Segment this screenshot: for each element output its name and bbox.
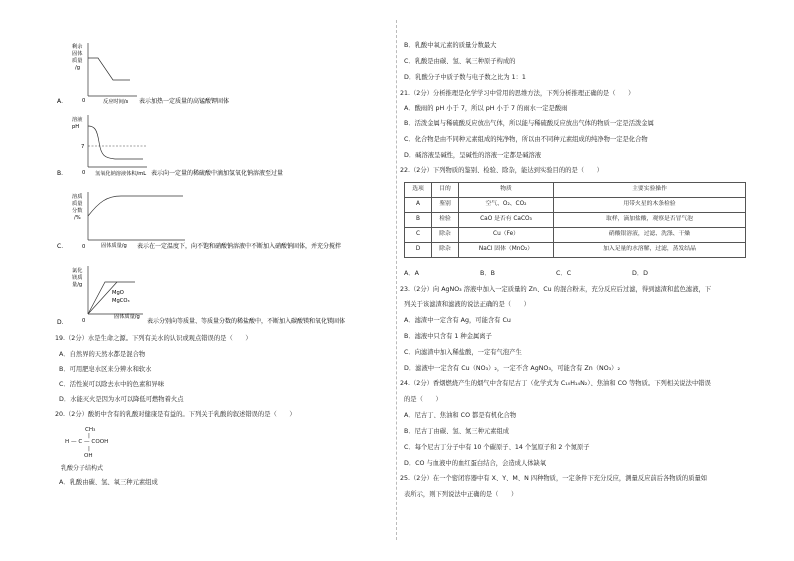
q22-choice-b[interactable]: B．B <box>480 270 495 277</box>
q20-stem: 20.（2分）酸奶中含有的乳酸对健康是有益的。下列关于乳酸的叙述错误的是（ ） <box>55 411 296 418</box>
q23-option-b[interactable]: B．滤液中只含有 1 种金属离子 <box>404 333 492 340</box>
chart-a-ylabel-3: 质量 <box>72 58 83 64</box>
q22-header-purpose: 目的 <box>432 183 459 198</box>
q22-cell: NaCl 固体（MnO₂） <box>459 243 554 258</box>
chart-d-ylabel-2: 镁质 <box>72 275 83 281</box>
q22-cell: B <box>405 213 432 228</box>
option-d-desc: 表示分别向等质量、等质量分数的稀盐酸中，不断加入碳酸镁和氧化镁固体 <box>147 318 346 325</box>
q22-cell: 取样，滴加盐酸，观察是否冒气泡 <box>554 213 746 228</box>
q21-option-a[interactable]: A．酸雨的 pH 小于 7，所以 pH 小于 7 的雨水一定是酸雨 <box>404 105 568 112</box>
chart-b-ylabel-2: pH <box>72 124 80 130</box>
lactic-acid-caption: 乳酸分子结构式 <box>61 465 104 472</box>
q22-table-header <box>405 183 746 198</box>
q25-stem-line2: 表所示，则下列说法中正确的是（ ） <box>404 491 518 498</box>
chart-d-origin: 0 <box>82 318 86 324</box>
lactic-acid-bond-bottom: | <box>88 446 90 452</box>
q20-option-c[interactable]: C．乳酸是由碳、氢、氧三种原子构成的 <box>404 58 516 65</box>
q22-cell: 加入足量的水溶解，过滤，蒸发结晶 <box>554 243 746 258</box>
chart-d-xlabel: 固体质量/g <box>114 314 140 320</box>
q22-cell: A <box>405 198 432 213</box>
chart-option-c <box>55 188 385 256</box>
option-c-desc: 表示在一定温度下，向不饱和硝酸钠溶液中不断加入硝酸钠固体，并充分搅拌 <box>137 243 342 250</box>
chart-c-ylabel-2: 质量 <box>72 201 83 207</box>
table-row <box>405 198 746 213</box>
q22-choice-d[interactable]: D．D <box>632 270 648 277</box>
q23-option-d[interactable]: D．滤液中一定含有 Cu（NO₃）₂，一定不含 AgNO₃，可能含有 Zn（NO₃）₂ <box>404 365 621 372</box>
q21-option-b[interactable]: B．活泼金属与稀硫酸反应放出气体，所以能与稀硫酸反应放出气体的物质一定是活泼金属 <box>404 120 654 127</box>
option-b-letter: B． <box>57 170 68 177</box>
chart-d-ylabel-1: 氯化 <box>72 268 83 274</box>
q25-stem-line1: 25.（2分）在一个密闭容器中有 X、Y、M、N 四种物质，一定条件下充分反应，测量反应前后各物质的质量如 <box>400 475 708 482</box>
q22-cell: 除杂 <box>432 228 459 243</box>
chart-c-origin: 0 <box>82 244 86 250</box>
q19-option-a[interactable]: A．自然界的天然水都是混合物 <box>59 351 146 358</box>
q22-stem: 22.（2分）下列物质的鉴别、检验、除杂，能达到实验目的的是（ ） <box>400 167 603 174</box>
chart-a-ylabel-2: 固体 <box>72 51 83 57</box>
q19-option-b[interactable]: B．可用肥皂水区来分辨水和软水 <box>59 366 152 373</box>
q22-cell: 用带火星的木条检验 <box>554 198 746 213</box>
chart-c-ylabel-3: 分数 <box>72 208 83 214</box>
q22-cell: CaO 是否有 CaCO₃ <box>459 213 554 228</box>
q24-stem-line2: 的是（ ） <box>404 396 442 403</box>
q19-option-c[interactable]: C．活性炭可以除去水中的色素和异味 <box>59 381 165 388</box>
lactic-acid-chain: H — C — COOH <box>65 439 109 445</box>
option-a-desc: 表示加热一定质量的高锰酸钾固体 <box>139 98 230 105</box>
chart-a-origin: 0 <box>82 98 86 104</box>
q19-option-d[interactable]: D．水能灭火是因为水可以降低可燃物着火点 <box>59 396 184 403</box>
chart-d-ylabel-3: 量/g <box>72 282 83 288</box>
q20-option-b[interactable]: B．乳酸中氧元素的质量分数最大 <box>404 42 497 49</box>
q22-choice-a[interactable]: A．A <box>404 270 419 277</box>
chart-c-xlabel: 固体质量/g <box>101 243 127 249</box>
q23-stem-line1: 23.（2分）向 AgNO₃ 溶液中加入一定质量的 Zn、Cu 的混合粉末，充分反应后过滤，得到滤渣和蓝色滤液，下 <box>400 286 712 293</box>
q22-header-option: 选项 <box>405 183 432 198</box>
q22-cell: Cu（Fe） <box>459 228 554 243</box>
chart-c-ylabel-1: 溶质 <box>72 194 83 200</box>
table-row <box>405 213 746 228</box>
q21-stem: 21.（2分）分析推理是化学学习中常用的思维方法，下列分析推理正确的是（ ） <box>400 90 635 97</box>
chart-c-curve <box>88 196 183 216</box>
option-d-letter: D． <box>57 319 68 326</box>
q22-cell: C <box>405 228 432 243</box>
chart-option-b <box>55 112 385 180</box>
q22-cell: 鉴别 <box>432 198 459 213</box>
q22-header-substance: 物质 <box>459 183 554 198</box>
chart-c-ylabel-4: /% <box>74 215 81 221</box>
chart-b-origin: 0 <box>82 170 86 176</box>
q22-cell: 除杂 <box>432 243 459 258</box>
q23-stem-line2: 列关于该滤渣和滤液的说法正确的是（ ） <box>404 301 530 308</box>
chart-b-tick-7: 7 <box>81 144 85 150</box>
chart-b-curve <box>88 126 143 159</box>
q22-cell: 检验 <box>432 213 459 228</box>
lactic-acid-bond-top: | <box>88 433 90 439</box>
q22-cell: D <box>405 243 432 258</box>
lactic-acid-ch3: CH₃ <box>85 427 96 433</box>
chart-b-xlabel: 氢氧化钠溶液体积/mL <box>95 171 147 177</box>
option-c-letter: C． <box>57 243 68 250</box>
q22-cell: 空气、O₂、CO₂ <box>459 198 554 213</box>
q24-option-c[interactable]: C．每个尼古丁分子中有 10 个碳原子、14 个氢原子和 2 个氮原子 <box>404 444 590 451</box>
q20-option-a[interactable]: A．乳酸由碳、氢、氧三种元素组成 <box>59 479 158 486</box>
q24-option-d[interactable]: D．CO 与血液中的血红蛋白结合，会造成人体缺氧 <box>404 460 547 467</box>
q20-option-d[interactable]: D．乳酸分子中质子数与电子数之比为 1：1 <box>404 74 526 81</box>
lactic-acid-oh: OH <box>84 453 93 459</box>
q22-choice-c[interactable]: C．C <box>556 270 572 277</box>
chart-a-curve <box>88 58 130 80</box>
q19-stem: 19.（2分）水是生命之源。下列有关水的认识或观点错误的是（ ） <box>55 335 252 342</box>
chart-a-ylabel-4: /g <box>75 65 81 71</box>
chart-a-xlabel: 反应时间/s <box>103 99 129 105</box>
table-row <box>405 228 746 243</box>
chart-b-ylabel-1: 溶液 <box>72 117 83 123</box>
q23-option-a[interactable]: A．滤渣中一定含有 Ag，可能含有 Cu <box>404 317 511 324</box>
table-row <box>405 243 746 258</box>
q23-option-c[interactable]: C．向滤渣中加入稀盐酸，一定有气泡产生 <box>404 349 522 356</box>
chart-d-legend-mgo: MgO <box>112 290 124 296</box>
chart-option-d <box>55 262 385 328</box>
q21-option-c[interactable]: C．化合物是由不同种元素组成的纯净物，所以由不同种元素组成的纯净物一定是化合物 <box>404 136 648 143</box>
option-b-desc: 表示向一定量的稀硫酸中滴加氢氧化钠溶液至过量 <box>151 170 284 177</box>
q24-option-a[interactable]: A．尼古丁、焦油和 CO 都是有机化合物 <box>404 412 517 419</box>
q22-cell: 硝酸银溶液，过滤、洗涤、干燥 <box>554 228 746 243</box>
q22-table <box>404 182 746 258</box>
q21-option-d[interactable]: D．碱溶液呈碱性，呈碱性的溶液一定都是碱溶液 <box>404 152 542 159</box>
chart-d-legend-mgco3: MgCO₃ <box>112 298 130 304</box>
option-a-letter: A． <box>57 98 68 105</box>
q24-stem-line1: 24.（2分）香烟燃烧产生的烟气中含有尼古丁（化学式为 C₁₀H₁₄N₂）、焦油和 CO 等物质。下列相关说法中错误 <box>400 380 711 387</box>
chart-option-a <box>55 40 385 108</box>
chart-a-ylabel-1: 剩余 <box>72 44 83 50</box>
q24-option-b[interactable]: B．尼古丁由碳、氢、氮三种元素组成 <box>404 428 510 435</box>
q22-header-operation: 主要实验操作 <box>554 183 746 198</box>
column-divider <box>396 20 397 540</box>
